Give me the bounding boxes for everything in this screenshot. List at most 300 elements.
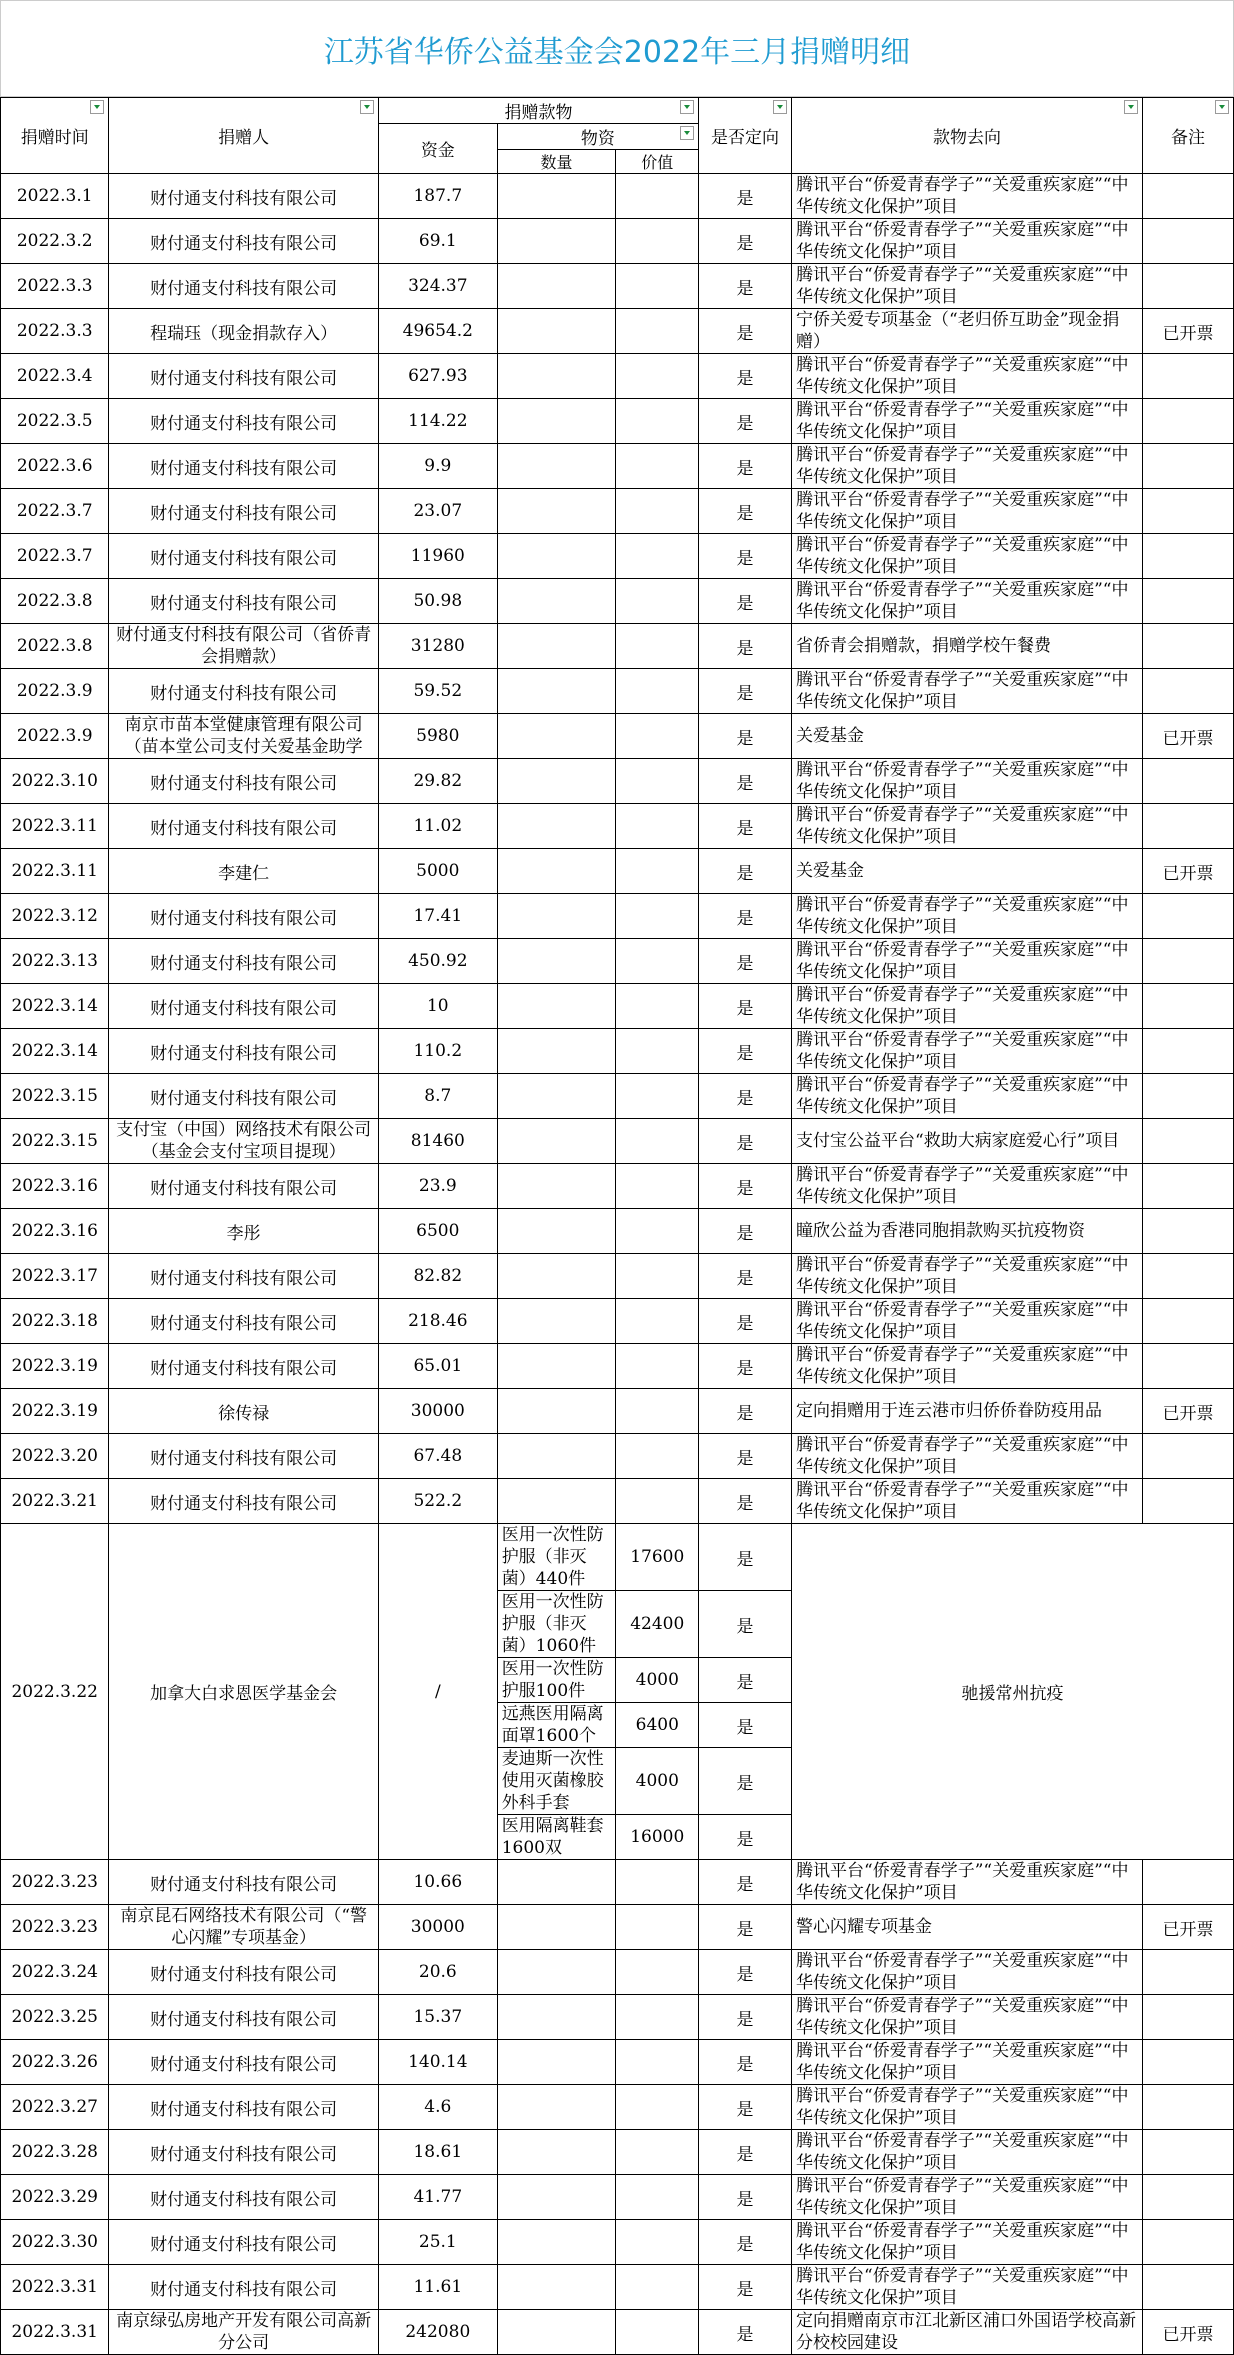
cell-purpose: 腾讯平台“侨爱青春学子”“关爱重疾家庭”“中华传统文化保护”项目 <box>792 2265 1143 2310</box>
cell-fund: 140.14 <box>378 2040 497 2085</box>
cell-qty <box>497 2130 616 2175</box>
cell-directed: 是 <box>699 2310 792 2355</box>
cell-directed: 是 <box>699 714 792 759</box>
table-row <box>1 2310 1234 2355</box>
cell-purpose: 定向捐赠南京市江北新区浦口外国语学校高新分校校园建设 <box>792 2310 1143 2355</box>
cell-fund: 82.82 <box>378 1254 497 1299</box>
table-row <box>1 264 1234 309</box>
cell-purpose: 腾讯平台“侨爱青春学子”“关爱重疾家庭”“中华传统文化保护”项目 <box>792 2220 1143 2265</box>
cell-fund: 10 <box>378 984 497 1029</box>
cell-value <box>616 354 699 399</box>
cell-donor: 财付通支付科技有限公司 <box>109 1950 379 1995</box>
cell-value <box>616 1344 699 1389</box>
cell-donor: 财付通支付科技有限公司 <box>109 174 379 219</box>
cell-fund: 110.2 <box>378 1029 497 1074</box>
cell-date: 2022.3.16 <box>1 1209 109 1254</box>
header-note-label: 备注 <box>1171 128 1206 148</box>
cell-qty <box>497 579 616 624</box>
cell-directed: 是 <box>699 804 792 849</box>
cell-item-value: 17600 <box>616 1524 699 1591</box>
donation-table <box>0 97 1234 2355</box>
cell-value <box>616 2085 699 2130</box>
cell-date: 2022.3.8 <box>1 624 109 669</box>
cell-note <box>1143 759 1234 804</box>
cell-note <box>1143 1344 1234 1389</box>
cell-note <box>1143 1254 1234 1299</box>
cell-directed: 是 <box>699 1748 792 1815</box>
cell-directed: 是 <box>699 939 792 984</box>
cell-item-name: 麦迪斯一次性使用灭菌橡胶外科手套 <box>497 1748 616 1815</box>
cell-qty <box>497 1479 616 1524</box>
cell-date: 2022.3.15 <box>1 1119 109 1164</box>
cell-directed: 是 <box>699 1905 792 1950</box>
cell-donor: 财付通支付科技有限公司 <box>109 894 379 939</box>
cell-donor: 财付通支付科技有限公司 <box>109 444 379 489</box>
cell-donor: 财付通支付科技有限公司 <box>109 1164 379 1209</box>
cell-directed: 是 <box>699 1524 792 1591</box>
cell-directed: 是 <box>699 1703 792 1748</box>
cell-qty <box>497 174 616 219</box>
filter-dropdown-icon[interactable] <box>1215 100 1229 114</box>
cell-value <box>616 894 699 939</box>
table-row <box>1 1344 1234 1389</box>
cell-donor: 财付通支付科技有限公司 <box>109 1344 379 1389</box>
cell-qty <box>497 669 616 714</box>
cell-fund: 50.98 <box>378 579 497 624</box>
cell-value <box>616 579 699 624</box>
cell-date: 2022.3.23 <box>1 1905 109 1950</box>
cell-fund: 23.9 <box>378 1164 497 1209</box>
cell-purpose: 腾讯平台“侨爱青春学子”“关爱重疾家庭”“中华传统文化保护”项目 <box>792 984 1143 1029</box>
cell-date: 2022.3.20 <box>1 1434 109 1479</box>
table-row <box>1 489 1234 534</box>
table-row <box>1 2175 1234 2220</box>
cell-directed: 是 <box>699 1434 792 1479</box>
cell-note <box>1143 264 1234 309</box>
table-row <box>1 1479 1234 1524</box>
cell-date: 2022.3.15 <box>1 1074 109 1119</box>
cell-note <box>1143 489 1234 534</box>
cell-date: 2022.3.3 <box>1 264 109 309</box>
cell-qty <box>497 2310 616 2355</box>
table-row <box>1 804 1234 849</box>
cell-qty <box>497 804 616 849</box>
cell-date: 2022.3.4 <box>1 354 109 399</box>
table-row <box>1 1209 1234 1254</box>
cell-date: 2022.3.5 <box>1 399 109 444</box>
cell-date: 2022.3.1 <box>1 174 109 219</box>
cell-directed: 是 <box>699 399 792 444</box>
cell-qty <box>497 624 616 669</box>
table-row <box>1 1119 1234 1164</box>
cell-qty <box>497 1344 616 1389</box>
header-fund <box>378 124 497 174</box>
cell-date: 2022.3.9 <box>1 669 109 714</box>
cell-value <box>616 444 699 489</box>
cell-purpose: 宁侨关爱专项基金（“老归侨互助金”现金捐赠） <box>792 309 1143 354</box>
cell-purpose: 腾讯平台“侨爱青春学子”“关爱重疾家庭”“中华传统文化保护”项目 <box>792 1254 1143 1299</box>
cell-purpose: 支付宝公益平台“救助大病家庭爱心行”项目 <box>792 1119 1143 1164</box>
cell-qty <box>497 534 616 579</box>
cell-note <box>1143 2040 1234 2085</box>
cell-donor: 南京市苗本堂健康管理有限公司（苗本堂公司支付关爱基金助学 <box>109 714 379 759</box>
cell-directed: 是 <box>699 1860 792 1905</box>
cell-qty <box>497 444 616 489</box>
cell-purpose: 定向捐赠用于连云港市归侨侨眷防疫用品 <box>792 1389 1143 1434</box>
cell-date: 2022.3.24 <box>1 1950 109 1995</box>
cell-qty <box>497 309 616 354</box>
table-row <box>1 624 1234 669</box>
cell-directed: 是 <box>699 1950 792 1995</box>
cell-fund: 9.9 <box>378 444 497 489</box>
cell-fund: 41.77 <box>378 2175 497 2220</box>
cell-date: 2022.3.27 <box>1 2085 109 2130</box>
cell-purpose: 腾讯平台“侨爱青春学子”“关爱重疾家庭”“中华传统文化保护”项目 <box>792 2130 1143 2175</box>
cell-fund: 8.7 <box>378 1074 497 1119</box>
cell-purpose: 腾讯平台“侨爱青春学子”“关爱重疾家庭”“中华传统文化保护”项目 <box>792 2085 1143 2130</box>
cell-fund: 17.41 <box>378 894 497 939</box>
cell-fund: 59.52 <box>378 669 497 714</box>
cell-date: 2022.3.26 <box>1 2040 109 2085</box>
cell-fund: 6500 <box>378 1209 497 1254</box>
cell-donor: 财付通支付科技有限公司 <box>109 759 379 804</box>
cell-purpose: 腾讯平台“侨爱青春学子”“关爱重疾家庭”“中华传统文化保护”项目 <box>792 759 1143 804</box>
table-row <box>1 2130 1234 2175</box>
cell-qty <box>497 1905 616 1950</box>
cell-donor: 财付通支付科技有限公司 <box>109 534 379 579</box>
cell-value <box>616 2310 699 2355</box>
header-donor-label: 捐赠人 <box>218 128 270 148</box>
cell-donor: 财付通支付科技有限公司 <box>109 2220 379 2265</box>
table-row <box>1 1299 1234 1344</box>
header-qty: 数量 <box>497 150 616 174</box>
cell-directed: 是 <box>699 1209 792 1254</box>
cell-qty <box>497 1860 616 1905</box>
cell-value <box>616 1995 699 2040</box>
cell-fund: 49654.2 <box>378 309 497 354</box>
cell-donor: 财付通支付科技有限公司 <box>109 984 379 1029</box>
cell-directed: 是 <box>699 444 792 489</box>
cell-note <box>1143 1299 1234 1344</box>
cell-directed: 是 <box>699 534 792 579</box>
cell-directed: 是 <box>699 1254 792 1299</box>
cell-fund: 30000 <box>378 1905 497 1950</box>
cell-value <box>616 399 699 444</box>
cell-qty <box>497 1209 616 1254</box>
table-row <box>1 2265 1234 2310</box>
cell-purpose: 警心闪耀专项基金 <box>792 1905 1143 1950</box>
cell-note: 已开票 <box>1143 849 1234 894</box>
cell-value <box>616 1074 699 1119</box>
cell-donor: 财付通支付科技有限公司 <box>109 804 379 849</box>
cell-directed: 是 <box>699 579 792 624</box>
table-row <box>1 444 1234 489</box>
cell-directed: 是 <box>699 1658 792 1703</box>
cell-fund: 450.92 <box>378 939 497 984</box>
cell-purpose: 腾讯平台“侨爱青春学子”“关爱重疾家庭”“中华传统文化保护”项目 <box>792 1299 1143 1344</box>
cell-qty <box>497 894 616 939</box>
cell-qty <box>497 1995 616 2040</box>
table-row <box>1 1074 1234 1119</box>
cell-donor: 李彤 <box>109 1209 379 1254</box>
cell-note <box>1143 894 1234 939</box>
cell-value <box>616 1950 699 1995</box>
cell-note <box>1143 2130 1234 2175</box>
cell-directed: 是 <box>699 1299 792 1344</box>
cell-purpose: 腾讯平台“侨爱青春学子”“关爱重疾家庭”“中华传统文化保护”项目 <box>792 804 1143 849</box>
cell-note <box>1143 2175 1234 2220</box>
cell-value <box>616 1389 699 1434</box>
table-row <box>1 759 1234 804</box>
cell-note <box>1143 2265 1234 2310</box>
cell-date: 2022.3.23 <box>1 1860 109 1905</box>
cell-value <box>616 1479 699 1524</box>
table-row <box>1 354 1234 399</box>
cell-donor: 财付通支付科技有限公司 <box>109 1860 379 1905</box>
table-row <box>1 849 1234 894</box>
filter-dropdown-icon[interactable] <box>680 100 694 114</box>
cell-fund: 18.61 <box>378 2130 497 2175</box>
cell-purpose: 腾讯平台“侨爱青春学子”“关爱重疾家庭”“中华传统文化保护”项目 <box>792 1029 1143 1074</box>
cell-directed: 是 <box>699 264 792 309</box>
cell-directed: 是 <box>699 984 792 1029</box>
cell-item-value: 4000 <box>616 1658 699 1703</box>
cell-directed: 是 <box>699 1815 792 1860</box>
cell-fund: 23.07 <box>378 489 497 534</box>
cell-date: 2022.3.31 <box>1 2265 109 2310</box>
cell-fund: 11.61 <box>378 2265 497 2310</box>
cell-directed: 是 <box>699 219 792 264</box>
cell-donor: 南京绿弘房地产开发有限公司高新分公司 <box>109 2310 379 2355</box>
cell-directed: 是 <box>699 2265 792 2310</box>
cell-fund: 67.48 <box>378 1434 497 1479</box>
cell-item-value: 42400 <box>616 1591 699 1658</box>
cell-value <box>616 1860 699 1905</box>
cell-value <box>616 2265 699 2310</box>
cell-value <box>616 849 699 894</box>
cell-date: 2022.3.10 <box>1 759 109 804</box>
cell-qty <box>497 1029 616 1074</box>
cell-qty <box>497 1074 616 1119</box>
cell-value <box>616 219 699 264</box>
cell-item-name: 医用一次性防护服（非灭菌）440件 <box>497 1524 616 1591</box>
cell-qty <box>497 1434 616 1479</box>
cell-qty <box>497 1299 616 1344</box>
cell-date: 2022.3.9 <box>1 714 109 759</box>
cell-note <box>1143 219 1234 264</box>
table-row <box>1 1995 1234 2040</box>
table-row <box>1 2085 1234 2130</box>
cell-qty <box>497 759 616 804</box>
cell-date: 2022.3.28 <box>1 2130 109 2175</box>
cell-purpose: 腾讯平台“侨爱青春学子”“关爱重疾家庭”“中华传统文化保护”项目 <box>792 894 1143 939</box>
cell-donor: 南京昆石网络技术有限公司（“警心闪耀”专项基金） <box>109 1905 379 1950</box>
cell-donor: 财付通支付科技有限公司 <box>109 1074 379 1119</box>
cell-qty <box>497 489 616 534</box>
table-row <box>1 1029 1234 1074</box>
table-row <box>1 1524 1234 1591</box>
cell-purpose: 腾讯平台“侨爱青春学子”“关爱重疾家庭”“中华传统文化保护”项目 <box>792 399 1143 444</box>
table-row <box>1 534 1234 579</box>
header-date <box>1 98 109 174</box>
cell-fund: 5000 <box>378 849 497 894</box>
cell-fund: 30000 <box>378 1389 497 1434</box>
cell-note <box>1143 354 1234 399</box>
cell-purpose: 腾讯平台“侨爱青春学子”“关爱重疾家庭”“中华传统文化保护”项目 <box>792 2040 1143 2085</box>
cell-directed: 是 <box>699 1119 792 1164</box>
cell-fund: 324.37 <box>378 264 497 309</box>
cell-qty <box>497 714 616 759</box>
cell-date: 2022.3.30 <box>1 2220 109 2265</box>
cell-donor: 财付通支付科技有限公司 <box>109 1254 379 1299</box>
cell-value <box>616 939 699 984</box>
cell-date: 2022.3.18 <box>1 1299 109 1344</box>
cell-date: 2022.3.14 <box>1 1029 109 1074</box>
cell-purpose: 腾讯平台“侨爱青春学子”“关爱重疾家庭”“中华传统文化保护”项目 <box>792 534 1143 579</box>
table-row <box>1 1905 1234 1950</box>
cell-date: 2022.3.29 <box>1 2175 109 2220</box>
cell-fund: 627.93 <box>378 354 497 399</box>
table-row <box>1 984 1234 1029</box>
cell-fund: 11.02 <box>378 804 497 849</box>
page-title: 江苏省华侨公益基金会2022年三月捐赠明细 <box>0 0 1234 97</box>
cell-value <box>616 534 699 579</box>
cell-donor: 财付通支付科技有限公司 <box>109 2265 379 2310</box>
cell-directed: 是 <box>699 1074 792 1119</box>
cell-value <box>616 489 699 534</box>
cell-directed: 是 <box>699 849 792 894</box>
cell-value <box>616 669 699 714</box>
cell-note: 已开票 <box>1143 1905 1234 1950</box>
table-row <box>1 1860 1234 1905</box>
cell-donor: 李建仁 <box>109 849 379 894</box>
cell-donor: 财付通支付科技有限公司 <box>109 2085 379 2130</box>
cell-item-name: 医用一次性防护服100件 <box>497 1658 616 1703</box>
cell-donor: 加拿大白求恩医学基金会 <box>109 1524 379 1860</box>
cell-note <box>1143 1164 1234 1209</box>
cell-date: 2022.3.22 <box>1 1524 109 1860</box>
cell-item-value: 16000 <box>616 1815 699 1860</box>
cell-value <box>616 174 699 219</box>
cell-note <box>1143 2085 1234 2130</box>
cell-purpose: 腾讯平台“侨爱青春学子”“关爱重疾家庭”“中华传统文化保护”项目 <box>792 264 1143 309</box>
cell-directed: 是 <box>699 1164 792 1209</box>
cell-qty <box>497 1164 616 1209</box>
table-row <box>1 399 1234 444</box>
cell-value <box>616 714 699 759</box>
cell-fund: 31280 <box>378 624 497 669</box>
cell-date: 2022.3.8 <box>1 579 109 624</box>
header-directed <box>699 98 792 174</box>
cell-purpose: 腾讯平台“侨爱青春学子”“关爱重疾家庭”“中华传统文化保护”项目 <box>792 1344 1143 1389</box>
cell-note <box>1143 1995 1234 2040</box>
cell-directed: 是 <box>699 354 792 399</box>
cell-date: 2022.3.7 <box>1 489 109 534</box>
cell-qty <box>497 219 616 264</box>
cell-qty <box>497 354 616 399</box>
cell-fund: 114.22 <box>378 399 497 444</box>
table-row <box>1 2040 1234 2085</box>
cell-note <box>1143 1860 1234 1905</box>
cell-purpose: 腾讯平台“侨爱青春学子”“关爱重疾家庭”“中华传统文化保护”项目 <box>792 174 1143 219</box>
filter-dropdown-icon[interactable] <box>680 126 694 140</box>
header-note <box>1143 98 1234 174</box>
cell-note <box>1143 624 1234 669</box>
cell-donor: 财付通支付科技有限公司 <box>109 219 379 264</box>
cell-purpose: 腾讯平台“侨爱青春学子”“关爱重疾家庭”“中华传统文化保护”项目 <box>792 669 1143 714</box>
cell-qty <box>497 1254 616 1299</box>
cell-directed: 是 <box>699 1479 792 1524</box>
filter-dropdown-icon[interactable] <box>1124 100 1138 114</box>
table-row <box>1 2220 1234 2265</box>
cell-donor: 财付通支付科技有限公司 <box>109 2130 379 2175</box>
cell-donor: 支付宝（中国）网络技术有限公司（基金会支付宝项目提现） <box>109 1119 379 1164</box>
cell-purpose: 驰援常州抗疫 <box>792 1524 1234 1860</box>
cell-donor: 财付通支付科技有限公司 <box>109 939 379 984</box>
cell-fund: 187.7 <box>378 174 497 219</box>
cell-value <box>616 1119 699 1164</box>
table-row <box>1 669 1234 714</box>
cell-date: 2022.3.6 <box>1 444 109 489</box>
cell-qty <box>497 2040 616 2085</box>
cell-note <box>1143 534 1234 579</box>
table-row <box>1 174 1234 219</box>
cell-note: 已开票 <box>1143 309 1234 354</box>
cell-donor: 财付通支付科技有限公司 <box>109 669 379 714</box>
cell-donor: 财付通支付科技有限公司 <box>109 2175 379 2220</box>
table-row <box>1 939 1234 984</box>
header-group-label: 捐赠款物 <box>504 103 573 123</box>
table-row <box>1 894 1234 939</box>
table-row <box>1 1389 1234 1434</box>
cell-purpose: 腾讯平台“侨爱青春学子”“关爱重疾家庭”“中华传统文化保护”项目 <box>792 1164 1143 1209</box>
cell-directed: 是 <box>699 894 792 939</box>
cell-date: 2022.3.11 <box>1 804 109 849</box>
table-row <box>1 1164 1234 1209</box>
cell-note <box>1143 669 1234 714</box>
cell-note <box>1143 804 1234 849</box>
cell-fund: 65.01 <box>378 1344 497 1389</box>
filter-dropdown-icon[interactable] <box>90 100 104 114</box>
cell-fund: 218.46 <box>378 1299 497 1344</box>
cell-qty <box>497 849 616 894</box>
cell-note <box>1143 1209 1234 1254</box>
cell-qty <box>497 264 616 309</box>
table-row <box>1 714 1234 759</box>
cell-value <box>616 984 699 1029</box>
cell-value <box>616 624 699 669</box>
cell-value <box>616 759 699 804</box>
cell-note <box>1143 174 1234 219</box>
cell-qty <box>497 2265 616 2310</box>
cell-date: 2022.3.7 <box>1 534 109 579</box>
cell-fund: 242080 <box>378 2310 497 2355</box>
cell-purpose: 腾讯平台“侨爱青春学子”“关爱重疾家庭”“中华传统文化保护”项目 <box>792 1995 1143 2040</box>
filter-dropdown-icon[interactable] <box>773 100 787 114</box>
cell-value <box>616 2040 699 2085</box>
cell-purpose: 省侨青会捐赠款，捐赠学校午餐费 <box>792 624 1143 669</box>
cell-item-value: 4000 <box>616 1748 699 1815</box>
cell-value <box>616 264 699 309</box>
cell-donor: 财付通支付科技有限公司 <box>109 1479 379 1524</box>
cell-donor: 财付通支付科技有限公司 <box>109 2040 379 2085</box>
cell-value <box>616 1029 699 1074</box>
cell-date: 2022.3.19 <box>1 1389 109 1434</box>
filter-dropdown-icon[interactable] <box>360 100 374 114</box>
cell-date: 2022.3.19 <box>1 1344 109 1389</box>
table-row <box>1 1434 1234 1479</box>
header-directed-label: 是否定向 <box>711 128 780 148</box>
